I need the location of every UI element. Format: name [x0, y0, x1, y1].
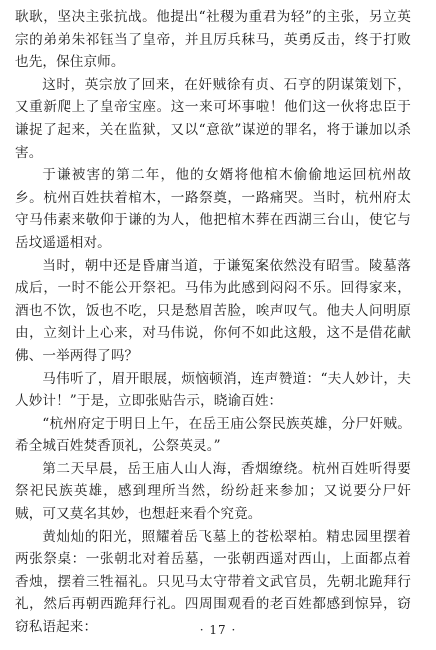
page-number: · 17 ·: [199, 623, 237, 637]
paragraph-3: 于谦被害的第二年，他的女婿将他棺木偷偷地运回杭州故乡。杭州百姓扶着棺木，一路祭奠，一路痛哭。当时，杭州府太守马伟素来敬仰于谦的为人，他把棺木葬在西湖三台山，使它与岳坟遥遥相对。: [15, 167, 411, 251]
paragraph-6-notice: “杭州府定于明日上午，在岳王庙公祭民族英雄，分尸奸贼。希全城百姓焚香顶礼，公祭英灵。”: [15, 415, 411, 455]
paragraph-7: 第二天早晨，岳王庙人山人海，香烟缭绕。杭州百姓听得要祭祀民族英雄，感到理所当然，纷纷赶来参加；又说要分尸奸贼，可又莫名其妙，也想赶来看个究竟。: [15, 460, 411, 523]
paragraph-2: 这时，英宗放了回来，在奸贼徐有贞、石亨的阴谋策划下，又重新爬上了皇帝宝座。这一来可坏事啦！他们这一伙将忠臣于谦捉了起来，关在监狱，又以“意欲”谋逆的罪名，将于谦加以杀害。: [15, 76, 411, 161]
paragraph-4: 当时，朝中还是昏庸当道，于谦冤案依然没有昭雪。陵墓落成后，一时不能公开祭祀。马伟为此感到闷闷不乐。回得家来，酒也不饮，饭也不吃，只是愁眉苦脸，唉声叹气。他夫人问明原由，立刻计上心来，对马伟说，你何不如此这般，这不是借花献佛、一举两得了吗？: [15, 257, 411, 364]
body-text: [15, 6, 411, 639]
paragraph-5: 马伟听了，眉开眼展，烦恼顿消，连声赞道：“夫人妙计，夫人妙计！”于是，立即张贴告示，晓谕百姓：: [15, 370, 411, 410]
paragraph-1: 耿耿，坚决主张抗战。他提出“社稷为重君为轻”的主张，另立英宗的弟弟朱祁钰当了皇帝，并且厉兵秣马，英勇反击，终于打败也先，保住京师。: [15, 9, 411, 71]
paragraph-8: 黄灿灿的阳光，照耀着岳飞墓上的苍松翠柏。精忠园里摆着两张祭桌：一张朝北对着岳墓，一张朝西遥对西山，上面都点着香烛，摆着三牲福礼。只见马太守带着文武官员，先朝北跪拜行礼，然后再朝西跪拜行礼。四周围观看的老百姓都感到惊异，窃窃私语起来：: [15, 528, 411, 636]
